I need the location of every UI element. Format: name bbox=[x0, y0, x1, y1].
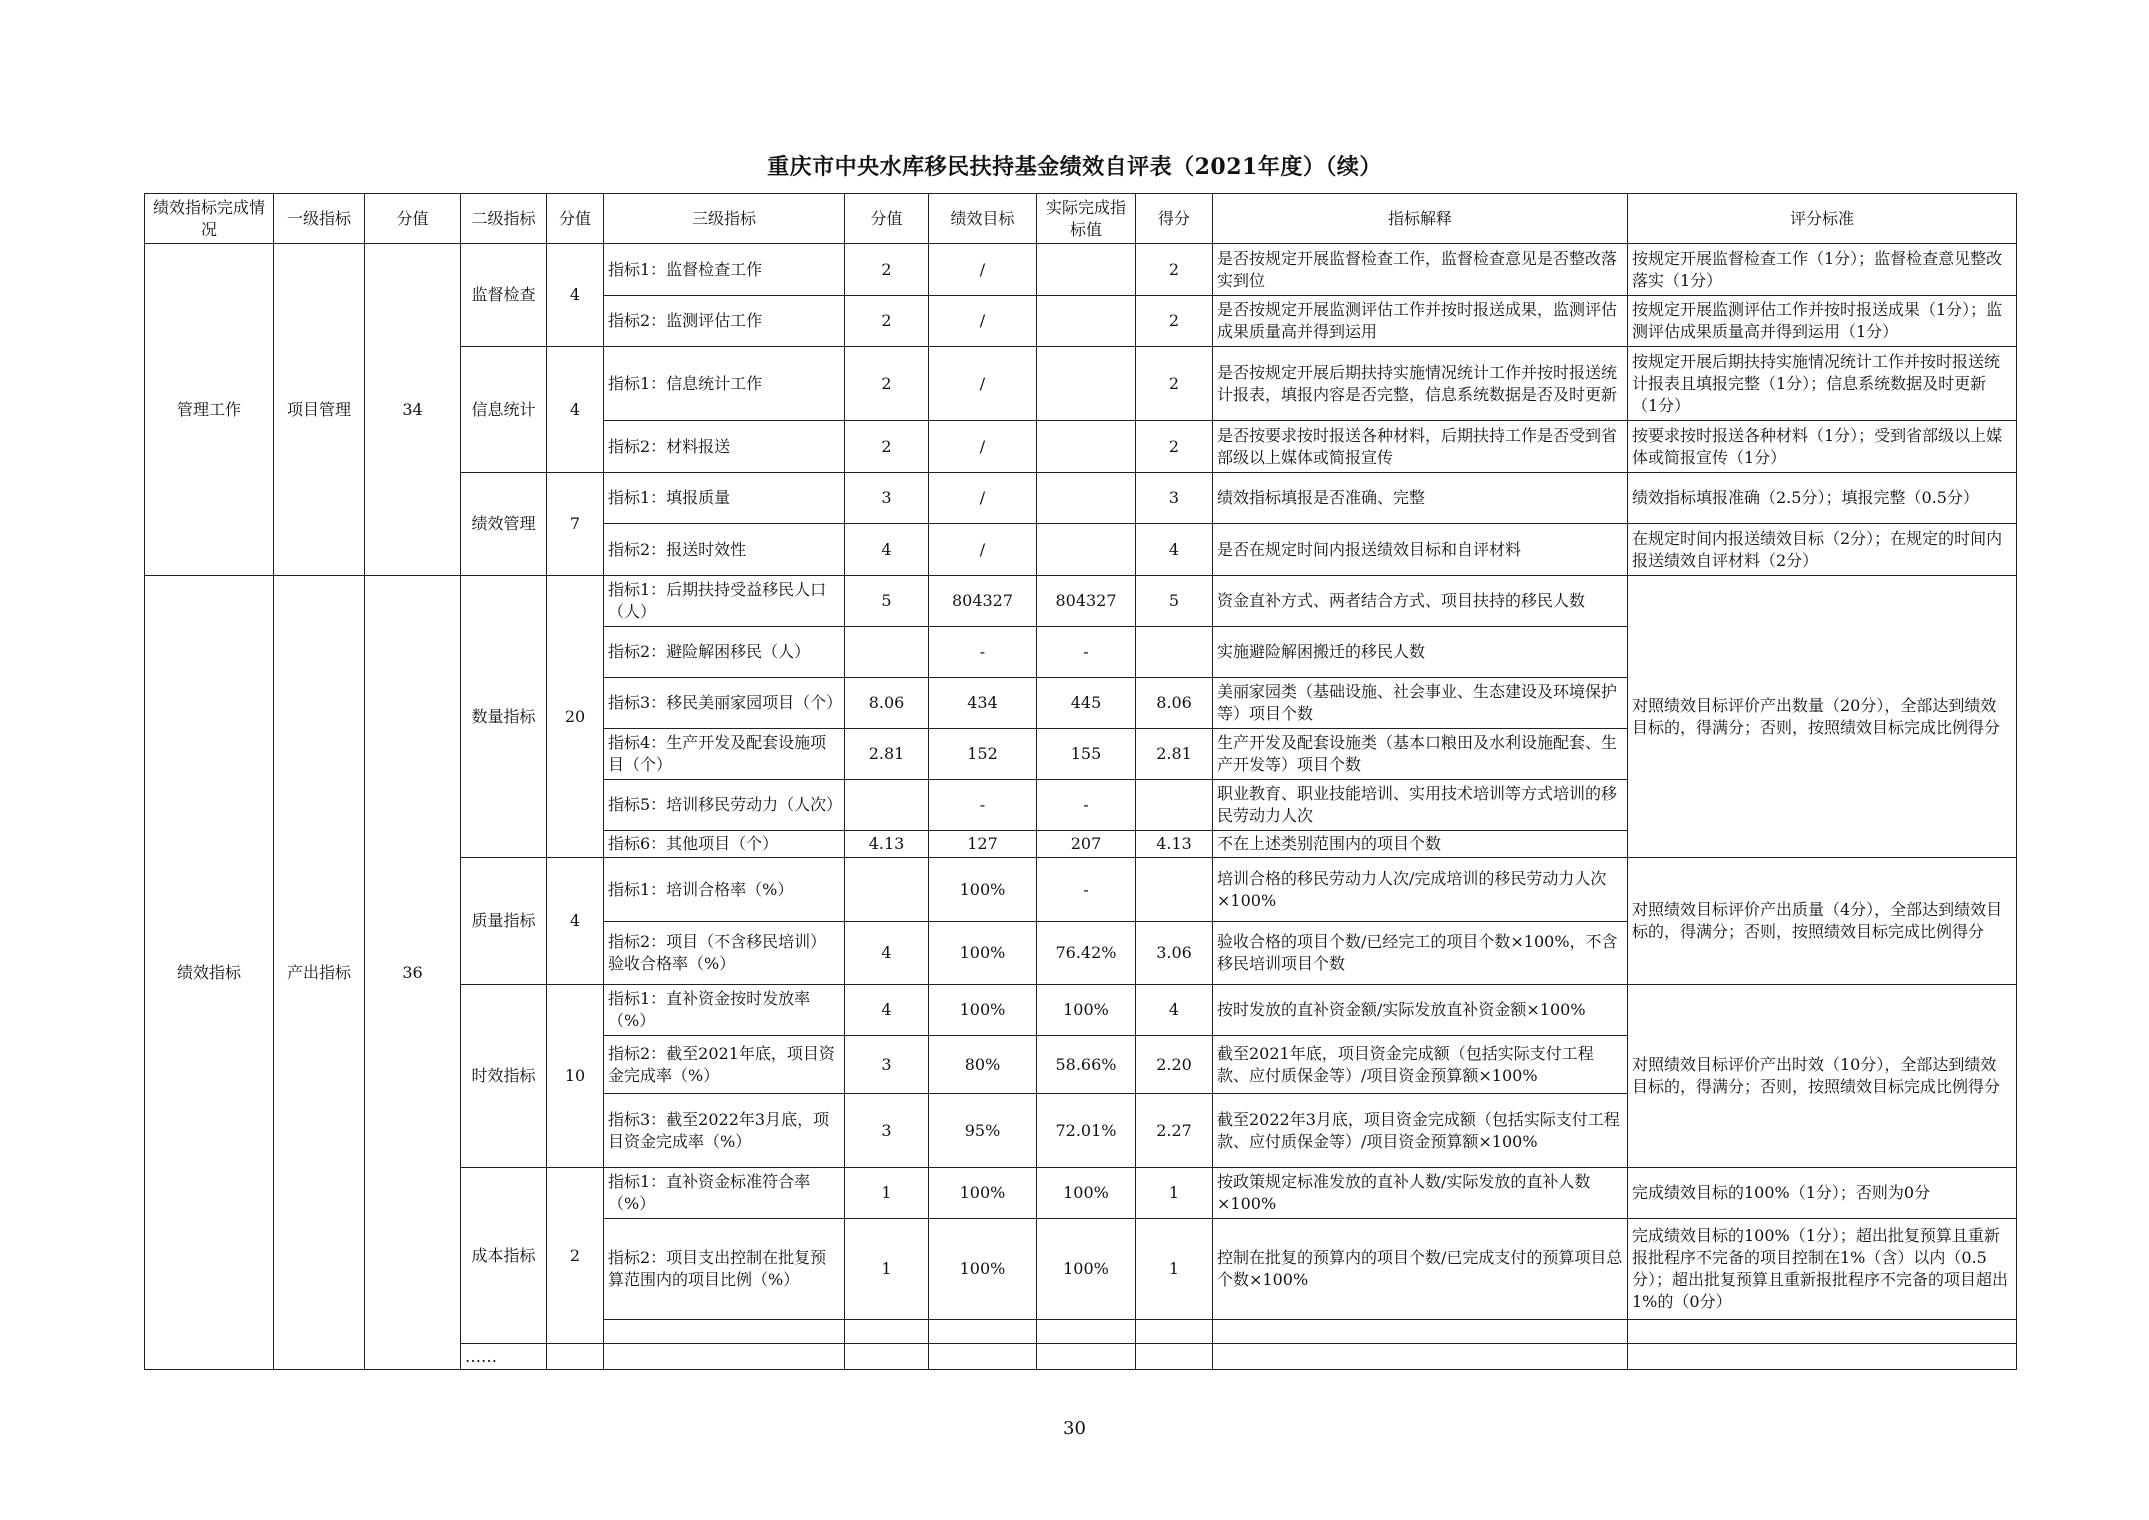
level3-cell: 指标4：生产开发及配套设施项目（个） bbox=[604, 729, 845, 780]
target-cell bbox=[929, 1320, 1037, 1344]
level2-score-cell: 20 bbox=[547, 576, 604, 858]
ellipsis-cell: …… bbox=[461, 1344, 547, 1370]
target-cell: 100% bbox=[929, 1168, 1037, 1219]
score-cell: 5 bbox=[845, 576, 929, 627]
page-number: 30 bbox=[1063, 1418, 1086, 1439]
level3-cell: 指标2：避险解困移民（人） bbox=[604, 627, 845, 678]
actual-cell: - bbox=[1037, 858, 1136, 922]
level3-cell: 指标2：截至2021年底，项目资金完成率（%） bbox=[604, 1036, 845, 1094]
explain-cell: 验收合格的项目个数/已经完工的项目个数×100%，不含移民培训项目个数 bbox=[1213, 922, 1628, 985]
header-cell: 指标解释 bbox=[1213, 194, 1628, 244]
level2-score-cell: 4 bbox=[547, 244, 604, 347]
actual-cell: 804327 bbox=[1037, 576, 1136, 627]
level2-cell: 监督检查 bbox=[461, 244, 547, 347]
actual-cell: 100% bbox=[1037, 1168, 1136, 1219]
actual-cell: 100% bbox=[1037, 985, 1136, 1036]
target-cell: - bbox=[929, 627, 1037, 678]
explain-cell: 绩效指标填报是否准确、完整 bbox=[1213, 473, 1628, 524]
level1-cell: 产出指标 bbox=[274, 576, 365, 1370]
actual-cell bbox=[1037, 1320, 1136, 1344]
header-cell: 绩效目标 bbox=[929, 194, 1037, 244]
explain-cell: 是否在规定时间内报送绩效目标和自评材料 bbox=[1213, 524, 1628, 576]
score-cell: 2 bbox=[845, 296, 929, 347]
got-cell: 4 bbox=[1136, 985, 1213, 1036]
target-cell: 100% bbox=[929, 922, 1037, 985]
level2-cell: 绩效管理 bbox=[461, 473, 547, 576]
header-cell: 二级指标 bbox=[461, 194, 547, 244]
standard-cell: 对照绩效目标评价产出时效（10分），全部达到绩效目标的，得满分；否则，按照绩效目标完成比例得分 bbox=[1628, 985, 2017, 1168]
target-cell: / bbox=[929, 524, 1037, 576]
empty-cell bbox=[1136, 1344, 1213, 1370]
score-cell: 2 bbox=[845, 244, 929, 296]
actual-cell: - bbox=[1037, 627, 1136, 678]
level1-score-cell: 36 bbox=[365, 576, 461, 1370]
header-cell: 分值 bbox=[365, 194, 461, 244]
standard-cell: 对照绩效目标评价产出质量（4分），全部达到绩效目标的，得满分；否则，按照绩效目标完成比例得分 bbox=[1628, 858, 2017, 985]
explain-cell: 截至2022年3月底，项目资金完成额（包括实际支付工程款、应付质保金等）/项目资金预算额×100% bbox=[1213, 1094, 1628, 1168]
level2-score-cell: 4 bbox=[547, 347, 604, 473]
table-row bbox=[145, 576, 2017, 627]
actual-cell bbox=[1037, 524, 1136, 576]
score-cell bbox=[845, 858, 929, 922]
actual-cell: - bbox=[1037, 780, 1136, 831]
explain-cell: 美丽家园类（基础设施、社会事业、生态建设及环境保护等）项目个数 bbox=[1213, 678, 1628, 729]
score-cell: 3 bbox=[845, 473, 929, 524]
level3-cell: 指标2：材料报送 bbox=[604, 421, 845, 473]
got-cell: 2.81 bbox=[1136, 729, 1213, 780]
standard-cell: 按规定开展监督检查工作（1分）；监督检查意见整改落实（1分） bbox=[1628, 244, 2017, 296]
explain-cell: 控制在批复的预算内的项目个数/已完成支付的预算项目总个数×100% bbox=[1213, 1219, 1628, 1320]
target-cell: 100% bbox=[929, 858, 1037, 922]
page-title: 重庆市中央水库移民扶持基金绩效自评表（2021年度）（续） bbox=[767, 154, 1382, 180]
score-cell: 4 bbox=[845, 922, 929, 985]
explain-cell: 资金直补方式、两者结合方式、项目扶持的移民人数 bbox=[1213, 576, 1628, 627]
got-cell: 2 bbox=[1136, 296, 1213, 347]
level3-cell: 指标1：直补资金按时发放率（%） bbox=[604, 985, 845, 1036]
level2-score-cell: 7 bbox=[547, 473, 604, 576]
category-cell: 绩效指标 bbox=[145, 576, 274, 1370]
standard-cell: 按规定开展后期扶持实施情况统计工作并按时报送统计报表且填报完整（1分）；信息系统数据及时更新（1分） bbox=[1628, 347, 2017, 421]
actual-cell bbox=[1037, 473, 1136, 524]
actual-cell bbox=[1037, 421, 1136, 473]
empty-cell bbox=[845, 1344, 929, 1370]
got-cell: 4 bbox=[1136, 524, 1213, 576]
explain-cell: 不在上述类别范围内的项目个数 bbox=[1213, 831, 1628, 858]
score-cell: 2 bbox=[845, 347, 929, 421]
standard-cell: 按要求按时报送各种材料（1分）；受到省部级以上媒体或简报宣传（1分） bbox=[1628, 421, 2017, 473]
explain-cell: 是否按规定开展监测评估工作并按时报送成果，监测评估成果质量高并得到运用 bbox=[1213, 296, 1628, 347]
header-cell: 一级指标 bbox=[274, 194, 365, 244]
level2-score-cell: 2 bbox=[547, 1168, 604, 1344]
standard-cell: 对照绩效目标评价产出数量（20分），全部达到绩效目标的，得满分；否则，按照绩效目标完成比例得分 bbox=[1628, 576, 2017, 858]
got-cell bbox=[1136, 627, 1213, 678]
got-cell: 3 bbox=[1136, 473, 1213, 524]
level1-score-cell: 34 bbox=[365, 244, 461, 576]
level3-cell: 指标1：信息统计工作 bbox=[604, 347, 845, 421]
empty-cell bbox=[604, 1344, 845, 1370]
level3-cell: 指标5：培训移民劳动力（人次） bbox=[604, 780, 845, 831]
explain-cell: 实施避险解困搬迁的移民人数 bbox=[1213, 627, 1628, 678]
got-cell: 2.20 bbox=[1136, 1036, 1213, 1094]
explain-cell: 是否按要求按时报送各种材料，后期扶持工作是否受到省部级以上媒体或简报宣传 bbox=[1213, 421, 1628, 473]
level3-cell: 指标1：填报质量 bbox=[604, 473, 845, 524]
performance-table bbox=[144, 193, 2017, 1370]
score-cell bbox=[845, 1320, 929, 1344]
actual-cell: 445 bbox=[1037, 678, 1136, 729]
header-cell: 三级指标 bbox=[604, 194, 845, 244]
target-cell: - bbox=[929, 780, 1037, 831]
level3-cell bbox=[604, 1320, 845, 1344]
explain-cell: 截至2021年底，项目资金完成额（包括实际支付工程款、应付质保金等）/项目资金预算额×100% bbox=[1213, 1036, 1628, 1094]
explain-cell: 按时发放的直补资金额/实际发放直补资金额×100% bbox=[1213, 985, 1628, 1036]
level3-cell: 指标2：监测评估工作 bbox=[604, 296, 845, 347]
target-cell: 80% bbox=[929, 1036, 1037, 1094]
actual-cell: 155 bbox=[1037, 729, 1136, 780]
empty-cell bbox=[1037, 1344, 1136, 1370]
actual-cell: 72.01% bbox=[1037, 1094, 1136, 1168]
category-cell: 管理工作 bbox=[145, 244, 274, 576]
got-cell: 2.27 bbox=[1136, 1094, 1213, 1168]
got-cell: 2 bbox=[1136, 421, 1213, 473]
level3-cell: 指标2：报送时效性 bbox=[604, 524, 845, 576]
level3-cell: 指标2：项目支出控制在批复预算范围内的项目比例（%） bbox=[604, 1219, 845, 1320]
target-cell: 127 bbox=[929, 831, 1037, 858]
standard-cell bbox=[1628, 1320, 2017, 1344]
level1-cell: 项目管理 bbox=[274, 244, 365, 576]
empty-cell bbox=[1628, 1344, 2017, 1370]
header-cell: 得分 bbox=[1136, 194, 1213, 244]
header-cell: 分值 bbox=[845, 194, 929, 244]
explain-cell: 是否按规定开展后期扶持实施情况统计工作并按时报送统计报表，填报内容是否完整，信息系统数据是否及时更新 bbox=[1213, 347, 1628, 421]
got-cell: 4.13 bbox=[1136, 831, 1213, 858]
actual-cell bbox=[1037, 296, 1136, 347]
score-cell: 4 bbox=[845, 985, 929, 1036]
table-header-row bbox=[145, 194, 2017, 244]
score-cell: 1 bbox=[845, 1168, 929, 1219]
score-cell: 4.13 bbox=[845, 831, 929, 858]
got-cell: 2 bbox=[1136, 347, 1213, 421]
actual-cell bbox=[1037, 244, 1136, 296]
header-cell: 分值 bbox=[547, 194, 604, 244]
explain-cell: 培训合格的移民劳动力人次/完成培训的移民劳动力人次×100% bbox=[1213, 858, 1628, 922]
target-cell: 152 bbox=[929, 729, 1037, 780]
level2-cell: 质量指标 bbox=[461, 858, 547, 985]
got-cell: 1 bbox=[1136, 1168, 1213, 1219]
target-cell: / bbox=[929, 347, 1037, 421]
explain-cell: 是否按规定开展监督检查工作，监督检查意见是否整改落实到位 bbox=[1213, 244, 1628, 296]
explain-cell bbox=[1213, 1320, 1628, 1344]
standard-cell: 完成绩效目标的100%（1分）；否则为0分 bbox=[1628, 1168, 2017, 1219]
level3-cell: 指标1：后期扶持受益移民人口（人） bbox=[604, 576, 845, 627]
got-cell: 1 bbox=[1136, 1219, 1213, 1320]
level2-cell: 信息统计 bbox=[461, 347, 547, 473]
got-cell bbox=[1136, 1320, 1213, 1344]
target-cell: 100% bbox=[929, 1219, 1037, 1320]
target-cell: / bbox=[929, 473, 1037, 524]
actual-cell: 100% bbox=[1037, 1219, 1136, 1320]
got-cell: 5 bbox=[1136, 576, 1213, 627]
score-cell: 3 bbox=[845, 1036, 929, 1094]
actual-cell: 76.42% bbox=[1037, 922, 1136, 985]
score-cell: 2.81 bbox=[845, 729, 929, 780]
explain-cell: 职业教育、职业技能培训、实用技术培训等方式培训的移民劳动力人次 bbox=[1213, 780, 1628, 831]
standard-cell: 按规定开展监测评估工作并按时报送成果（1分）；监测评估成果质量高并得到运用（1分） bbox=[1628, 296, 2017, 347]
standard-cell: 在规定时间内报送绩效目标（2分）；在规定的时间内报送绩效自评材料（2分） bbox=[1628, 524, 2017, 576]
got-cell: 8.06 bbox=[1136, 678, 1213, 729]
empty-cell bbox=[929, 1344, 1037, 1370]
level2-cell: 成本指标 bbox=[461, 1168, 547, 1344]
score-cell: 1 bbox=[845, 1219, 929, 1320]
target-cell: / bbox=[929, 421, 1037, 473]
got-cell: 2 bbox=[1136, 244, 1213, 296]
level3-cell: 指标3：截至2022年3月底，项目资金完成率（%） bbox=[604, 1094, 845, 1168]
explain-cell: 生产开发及配套设施类（基本口粮田及水利设施配套、生产开发等）项目个数 bbox=[1213, 729, 1628, 780]
actual-cell: 207 bbox=[1037, 831, 1136, 858]
score-cell bbox=[845, 627, 929, 678]
level3-cell: 指标2：项目（不含移民培训）验收合格率（%） bbox=[604, 922, 845, 985]
explain-cell: 按政策规定标准发放的直补人数/实际发放的直补人数×100% bbox=[1213, 1168, 1628, 1219]
header-cell: 绩效指标完成情况 bbox=[145, 194, 274, 244]
level3-cell: 指标1：培训合格率（%） bbox=[604, 858, 845, 922]
level2-cell: 数量指标 bbox=[461, 576, 547, 858]
header-cell: 评分标准 bbox=[1628, 194, 2017, 244]
level3-cell: 指标6：其他项目（个） bbox=[604, 831, 845, 858]
empty-cell bbox=[547, 1344, 604, 1370]
score-cell: 8.06 bbox=[845, 678, 929, 729]
got-cell bbox=[1136, 780, 1213, 831]
standard-cell: 绩效指标填报准确（2.5分）；填报完整（0.5分） bbox=[1628, 473, 2017, 524]
target-cell: / bbox=[929, 244, 1037, 296]
got-cell bbox=[1136, 858, 1213, 922]
level2-score-cell: 10 bbox=[547, 985, 604, 1168]
score-cell: 3 bbox=[845, 1094, 929, 1168]
target-cell: 804327 bbox=[929, 576, 1037, 627]
level3-cell: 指标1：直补资金标准符合率（%） bbox=[604, 1168, 845, 1219]
level3-cell: 指标3：移民美丽家园项目（个） bbox=[604, 678, 845, 729]
level3-cell: 指标1：监督检查工作 bbox=[604, 244, 845, 296]
score-cell bbox=[845, 780, 929, 831]
table-row bbox=[145, 244, 2017, 296]
target-cell: 100% bbox=[929, 985, 1037, 1036]
target-cell: 95% bbox=[929, 1094, 1037, 1168]
level2-score-cell: 4 bbox=[547, 858, 604, 985]
target-cell: / bbox=[929, 296, 1037, 347]
empty-cell bbox=[1213, 1344, 1628, 1370]
target-cell: 434 bbox=[929, 678, 1037, 729]
actual-cell bbox=[1037, 347, 1136, 421]
score-cell: 4 bbox=[845, 524, 929, 576]
score-cell: 2 bbox=[845, 421, 929, 473]
got-cell: 3.06 bbox=[1136, 922, 1213, 985]
actual-cell: 58.66% bbox=[1037, 1036, 1136, 1094]
level2-cell: 时效指标 bbox=[461, 985, 547, 1168]
header-cell: 实际完成指标值 bbox=[1037, 194, 1136, 244]
standard-cell: 完成绩效目标的100%（1分）；超出批复预算且重新报批程序不完备的项目控制在1%（含）以内（0.5分）；超出批复预算且重新报批程序不完备的项目超出1%的（0分） bbox=[1628, 1219, 2017, 1320]
